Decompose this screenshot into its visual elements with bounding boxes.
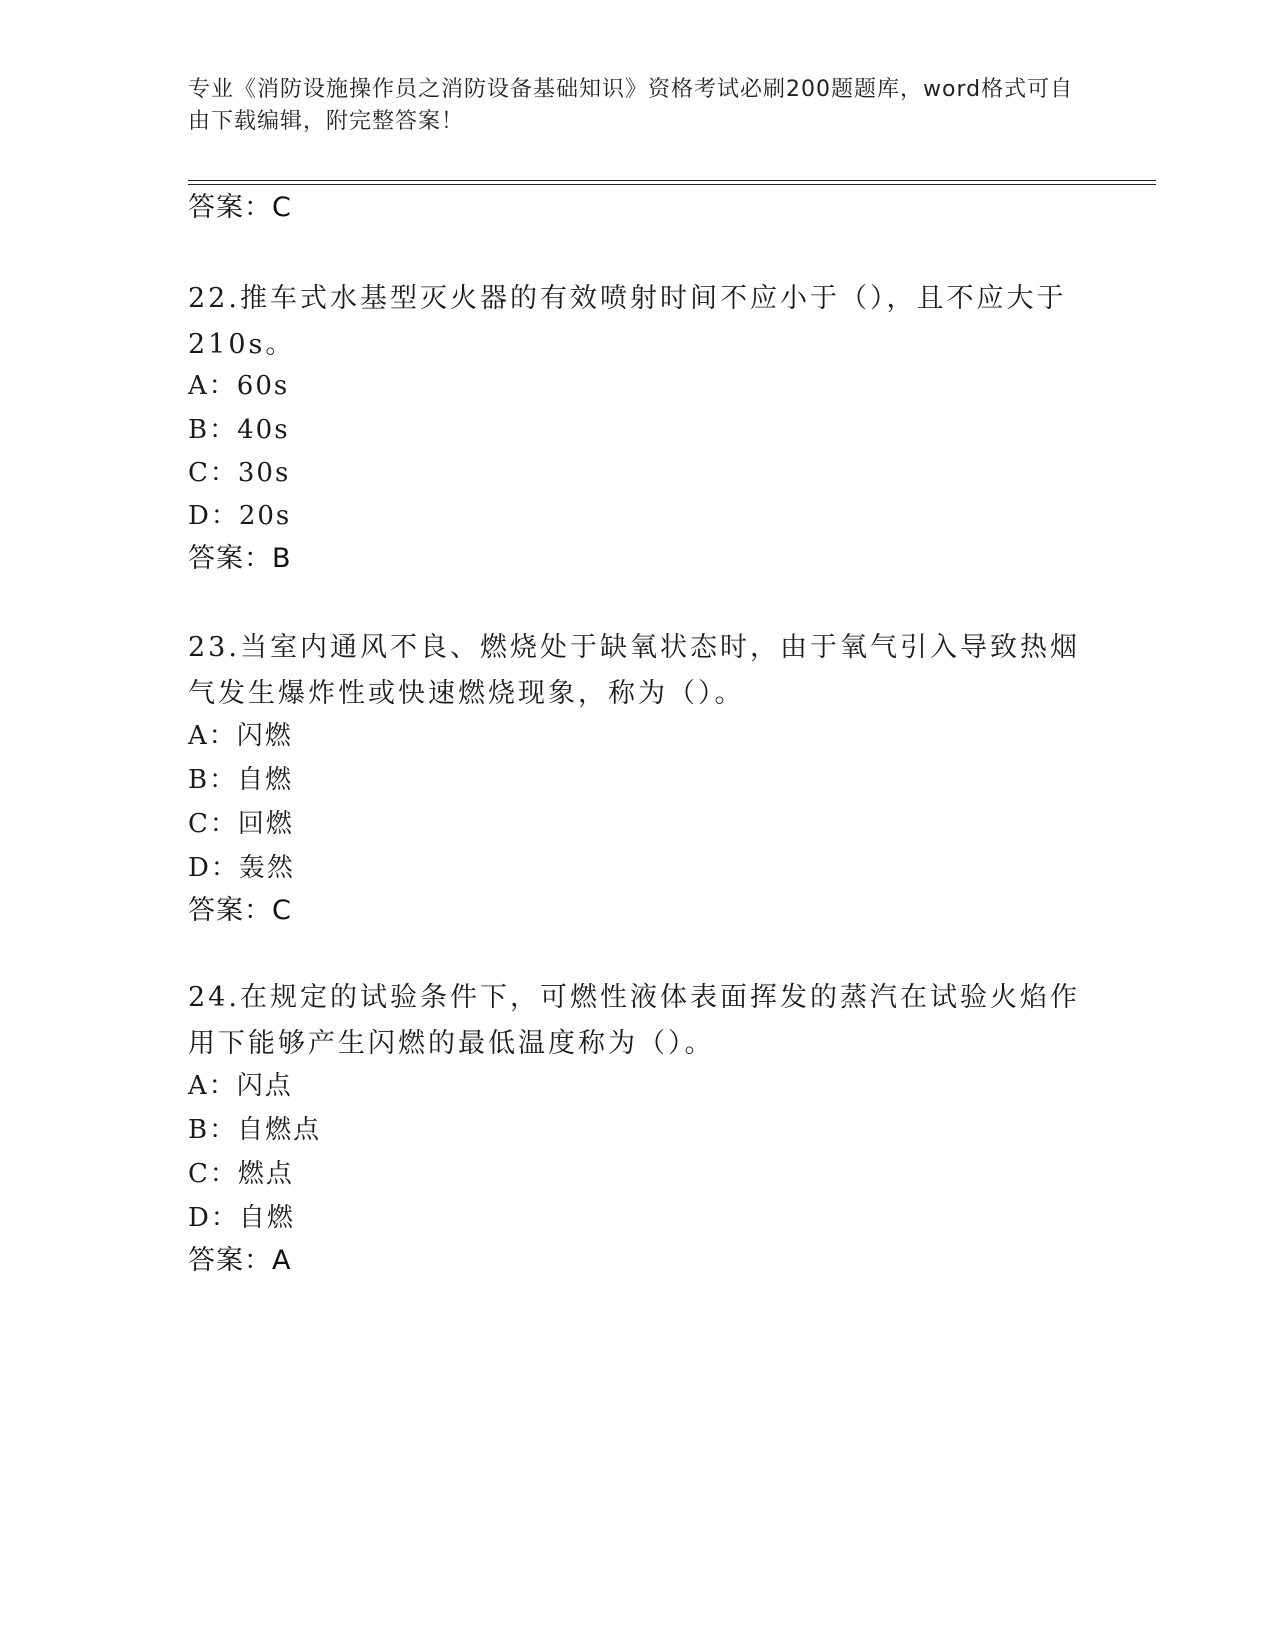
question-22-option-c: C：30s xyxy=(188,458,291,488)
question-22-option-b: B：40s xyxy=(188,415,290,445)
question-24-stem: 24.在规定的试验条件下，可燃性液体表面挥发的蒸汽在试验火焰作用下能够产生闪燃的最低温度称为（）。 xyxy=(188,982,1080,1059)
question-23-option-b: B：自燃 xyxy=(188,765,294,795)
question-23-option-d: D：轰然 xyxy=(188,853,295,883)
question-24-option-d: D：自燃 xyxy=(188,1203,295,1233)
question-23-option-c: C：回燃 xyxy=(188,809,294,839)
question-24-option-c: C：燃点 xyxy=(188,1159,294,1189)
answer-q21: 答案：C xyxy=(188,192,292,223)
answer-q22: 答案：B xyxy=(188,543,292,574)
header-divider-bottom xyxy=(188,184,1156,185)
question-22-stem: 22.推车式水基型灭火器的有效喷射时间不应小于（），且不应大于210s。 xyxy=(188,283,1067,360)
question-22-option-d: D：20s xyxy=(188,501,292,531)
answer-q24: 答案：A xyxy=(188,1245,292,1276)
document-header: 专业《消防设施操作员之消防设备基础知识》资格考试必刷200题题库，word格式可自由下载编辑，附完整答案！ xyxy=(188,77,1074,134)
question-24-option-a: A：闪点 xyxy=(188,1071,293,1101)
question-23-stem: 23.当室内通风不良、燃烧处于缺氧状态时，由于氧气引入导致热烟气发生爆炸性或快速燃烧现象，称为（）。 xyxy=(188,632,1080,709)
question-23-option-a: A：闪燃 xyxy=(188,721,293,751)
header-divider-top xyxy=(188,180,1156,181)
question-24-option-b: B：自燃点 xyxy=(188,1115,322,1145)
answer-q23: 答案：C xyxy=(188,895,292,926)
question-22-option-a: A：60s xyxy=(188,371,290,401)
